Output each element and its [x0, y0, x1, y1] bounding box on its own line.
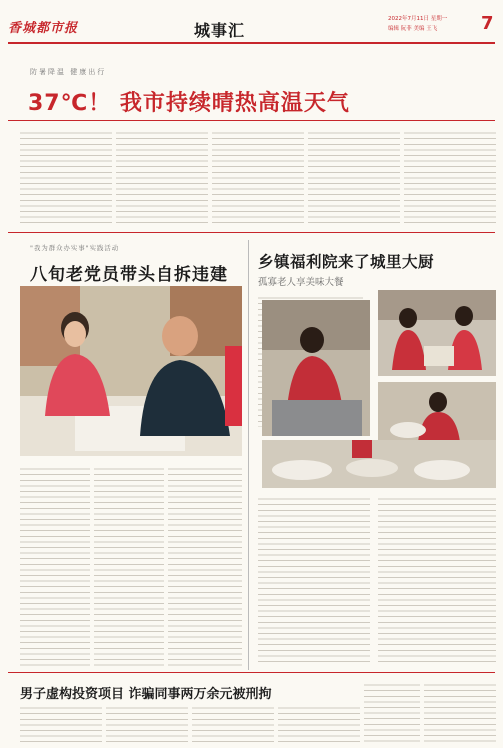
section-title: 城事汇	[194, 21, 246, 40]
party-photo	[20, 286, 242, 456]
party-body-col-1	[20, 464, 90, 666]
fraud-body-col-2	[106, 703, 188, 743]
welfare-body-col-1	[258, 494, 370, 666]
fraud-body-col-6	[424, 680, 496, 743]
heat-headline: 37℃！ 我市持续晴热高温天气	[28, 91, 350, 116]
fraud-body-col-1	[20, 703, 102, 743]
heat-body-col-4	[308, 128, 400, 226]
welfare-photo-3-illustration	[378, 382, 496, 442]
fraud-top-rule	[8, 672, 495, 673]
party-body-col-2	[94, 464, 164, 666]
welfare-body-col-2	[378, 494, 496, 666]
welfare-photo-2-illustration	[262, 300, 370, 436]
heat-bottom-rule	[8, 232, 495, 233]
editor-line: 编辑 阮菲 美编 王飞	[388, 26, 438, 32]
fraud-body-col-3	[192, 703, 274, 743]
party-kicker: "我为群众办实事"实践活动	[30, 244, 120, 252]
party-photo-illustration	[20, 286, 242, 456]
heat-kicker: 防暑降温 健康出行	[30, 68, 107, 76]
heat-body-col-3	[212, 128, 304, 226]
masthead-logo: 香城都市报	[8, 21, 79, 36]
party-headline: 八旬老党员带头自拆违建	[30, 265, 228, 285]
welfare-photo-4	[262, 440, 496, 488]
masthead-rule	[8, 42, 495, 44]
welfare-photo-2	[262, 300, 370, 436]
fraud-body-col-5	[364, 680, 420, 743]
welfare-photo-1	[378, 290, 496, 376]
fraud-headline: 男子虚构投资项目 诈骗同事两万余元被刑拘	[20, 687, 272, 702]
welfare-photo-4-illustration	[262, 440, 496, 488]
heat-body-col-2	[116, 128, 208, 226]
heat-body-col-1	[20, 128, 112, 226]
column-divider	[248, 240, 249, 670]
welfare-headline: 乡镇福利院来了城里大厨	[258, 253, 435, 271]
fraud-body-col-4	[278, 703, 360, 743]
party-body-col-3	[168, 464, 242, 666]
masthead	[0, 0, 503, 44]
page-number: 7	[481, 13, 494, 34]
welfare-photo-3	[378, 382, 496, 442]
welfare-subheadline: 孤寡老人享美味大餐	[258, 277, 344, 288]
welfare-photo-1-illustration	[378, 290, 496, 376]
heat-divider	[8, 120, 495, 121]
heat-body-col-5	[404, 128, 496, 226]
date-line: 2022年7月11日 星期一	[388, 16, 448, 22]
